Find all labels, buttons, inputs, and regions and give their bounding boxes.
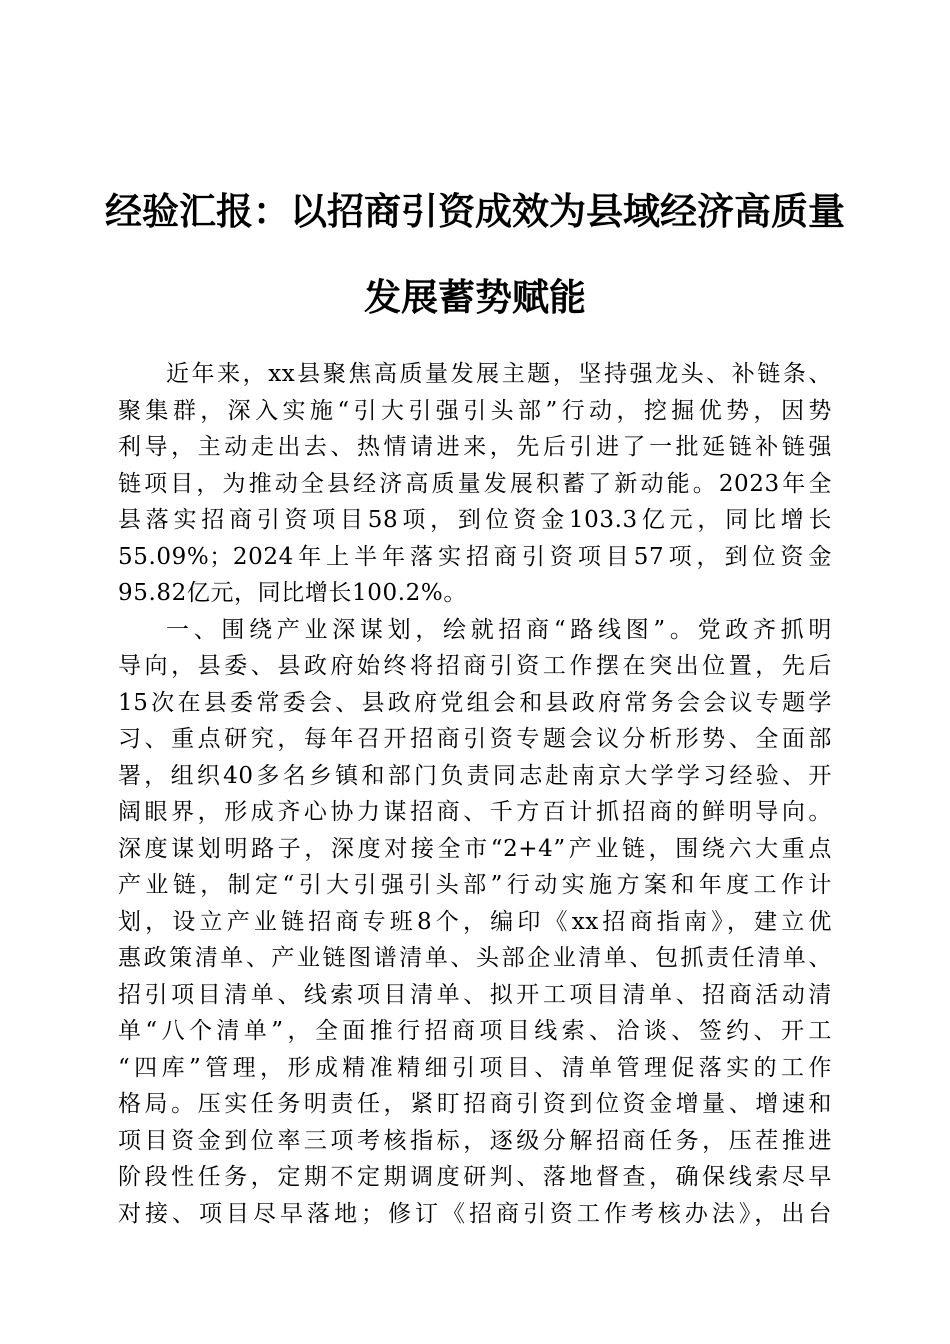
paragraph-2-line: 署，组织40多名乡镇和部门负责同志赴南京大学学习经验、开 — [118, 762, 832, 789]
paragraph-2-line: 15次在县委常委会、县政府党组会和县政府常务会会议专题学 — [118, 689, 832, 716]
paragraph-2-line: 招引项目清单、线索项目清单、拟开工项目清单、招商活动清 — [118, 981, 832, 1008]
paragraph-2-line: 单“八个清单”，全面推行招商项目线索、洽谈、签约、开工 — [118, 1018, 832, 1044]
paragraph-1-line: 利导，主动走出去、热情请进来，先后引进了一批延链补链强 — [118, 434, 832, 460]
title-line-1: 经验汇报：以招商引资成效为县域经济高质量 — [105, 189, 845, 233]
paragraph-1-line: 近年来，xx县聚焦高质量发展主题，坚持强龙头、补链条、 — [166, 361, 832, 387]
paragraph-2-line: “四库”管理，形成精准精细引项目、清单管理促落实的工作 — [118, 1054, 832, 1081]
paragraph-1-line: 县落实招商引资项目58项，到位资金103.3亿元，同比增长 — [118, 507, 832, 533]
paragraph-2-line: 项目资金到位率三项考核指标，逐级分解招商任务，压茬推进 — [118, 1127, 832, 1154]
paragraph-1-line: 链项目，为推动全县经济高质量发展积蓄了新动能。2023年全 — [118, 470, 832, 497]
paragraph-1-line: 55.09%；2024年上半年落实招商引资项目57项，到位资金 — [118, 543, 832, 570]
document-body — [118, 356, 832, 1232]
paragraph-2-line: 习、重点研究，每年召开招商引资专题会议分析形势、全面部 — [118, 726, 832, 752]
paragraph-2-line: 阔眼界，形成齐心协力谋招商、千方百计抓招商的鲜明导向。 — [118, 799, 832, 825]
paragraph-2-line: 划，设立产业链招商专班8个，编印《xx招商指南》，建立优 — [118, 908, 832, 935]
title-line-2: 发展蓄势赋能 — [364, 275, 586, 319]
paragraph-1-line: 聚集群，深入实施“引大引强引头部”行动，挖掘优势，因势 — [118, 397, 832, 424]
paragraph-2-line: 产业链，制定“引大引强引头部”行动实施方案和年度工作计 — [118, 872, 832, 898]
paragraph-2-line: 阶段性任务，定期不定期调度研判、落地督查，确保线索尽早 — [118, 1164, 832, 1190]
paragraph-2-line: 对接、项目尽早落地；修订《招商引资工作考核办法》，出台 — [118, 1200, 832, 1227]
paragraph-2-line: 惠政策清单、产业链图谱清单、头部企业清单、包抓责任清单、 — [118, 945, 832, 971]
paragraph-2-line: 格局。压实任务明责任，紧盯招商引资到位资金增量、增速和 — [118, 1091, 832, 1117]
paragraph-1-line: 95.82亿元，同比增长100.2%。 — [118, 580, 467, 606]
paragraph-2-line: 一、围绕产业深谋划，绘就招商“路线图”。党政齐抓明 — [166, 616, 832, 643]
document-title — [100, 168, 850, 340]
paragraph-2-line: 深度谋划明路子，深度对接全市“2+4”产业链，围绕六大重点 — [118, 835, 832, 862]
paragraph-2-line: 导向，县委、县政府始终将招商引资工作摆在突出位置，先后 — [118, 653, 832, 679]
